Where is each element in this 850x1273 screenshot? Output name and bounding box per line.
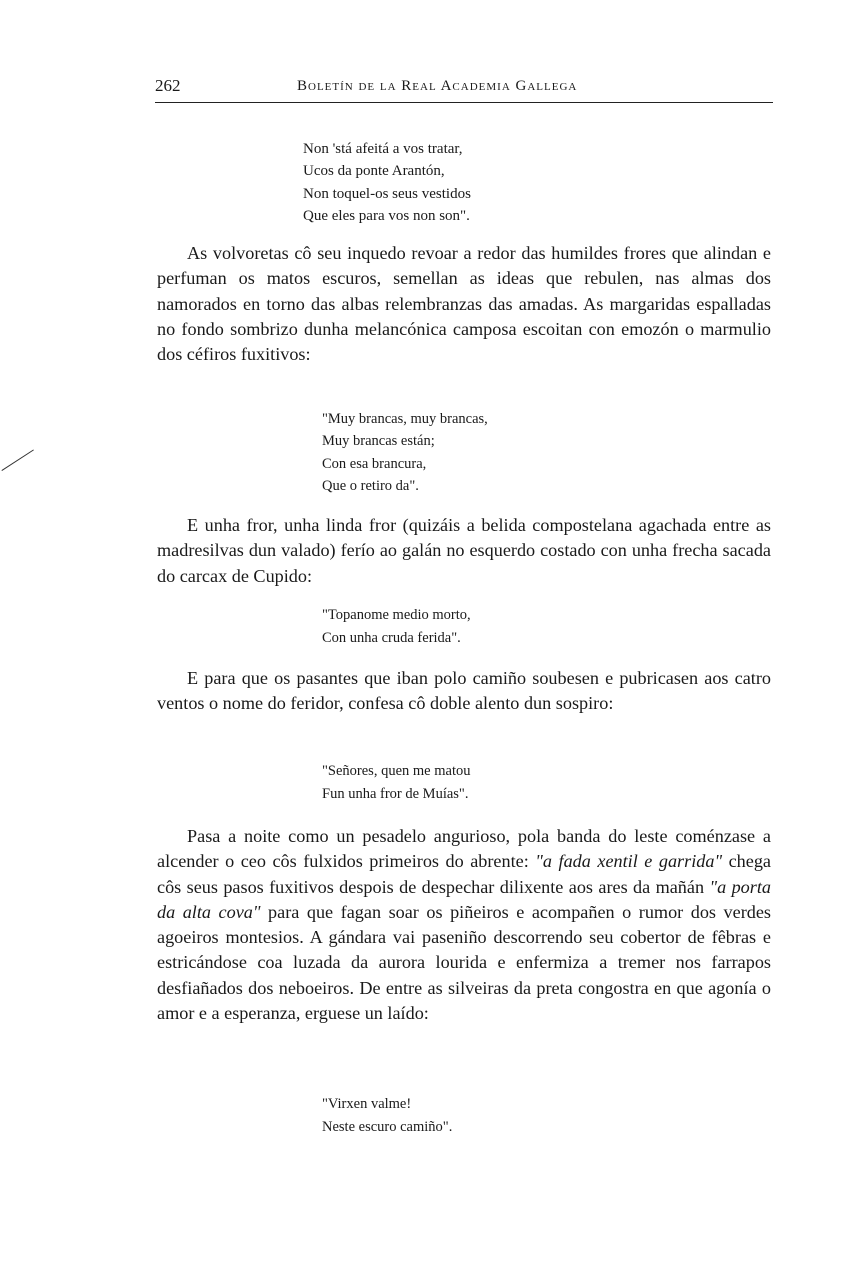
- verse-line: Neste escuro camiño".: [322, 1118, 453, 1135]
- verse-stanza-4: [322, 760, 470, 805]
- paragraph-volvoretas: As volvoretas cô seu inquedo revoar a redor das humildes frores que alindan e perfuman os matos escuros, semellan as ideas que rebulen, nas almas dos namorados en torno das albas relembranzas das amadas. As margaridas espalladas no fondo sombrizo dunha melancónica camposa escoitan con emozón o marmulio dos céfiros fuxitivos:: [157, 243, 771, 365]
- paragraph-noite: [157, 824, 771, 1026]
- verse-line: Non toquel-os seus vestidos: [303, 185, 471, 202]
- verse-line: Fun unha fror de Muías".: [322, 785, 469, 802]
- margin-pen-mark: [1, 449, 34, 471]
- verse-line: Que o retiro da".: [322, 478, 419, 495]
- verse-line: Con esa brancura,: [322, 455, 427, 472]
- verse-stanza-2: [322, 408, 488, 498]
- verse-line: Con unha cruda ferida".: [322, 629, 461, 646]
- verse-stanza-1: [303, 138, 471, 228]
- paragraph-pasantes: E para que os pasantes que iban polo camiño soubesen e pubricasen aos catro ventos o nome do feridor, confesa cô doble alento dun sospiro:: [157, 668, 771, 714]
- verse-line: Non 'stá afeitá a vos tratar,: [303, 141, 463, 157]
- running-head: Boletín de la Real Academia Gallega: [297, 78, 578, 94]
- text-run: chega côs seus pasos fuxitivos despois de despechar dilixente aos ares da mañán: [157, 851, 771, 897]
- verse-line: Que eles para vos non son".: [303, 208, 470, 225]
- verse-stanza-3: [322, 604, 471, 649]
- text-run: Pasa a noite como un pesadelo angurioso, pola banda do leste coménzase a alcender o ceo côs fulxidos primeiros do abrente:: [157, 826, 771, 872]
- verse-line: "Muy brancas, muy brancas,: [322, 411, 488, 427]
- verse-line: Muy brancas están;: [322, 433, 435, 450]
- paragraph-fror: E unha fror, unha linda fror (quizáis a belida compostelana agachada entre as madresilvas dun valado) ferío ao galán no esquerdo costado con unha frecha sacada do carcax de Cupido:: [157, 515, 771, 586]
- page-number: 262: [155, 76, 181, 95]
- verse-stanza-5: [322, 1093, 452, 1138]
- verse-line: "Topanome medio morto,: [322, 607, 471, 623]
- verse-line: "Virxen valme!: [322, 1096, 412, 1112]
- page-header: [155, 76, 773, 103]
- verse-line: "Señores, quen me matou: [322, 763, 471, 779]
- text-run: para que fagan soar os piñeiros e acompañen o rumor dos verdes agoeiros montesios. A gándara vai paseniño descorrendo seu cobertor de fêbras e estricándose coa luzada da aurora lourida e enfermiza a tremer nos farrapos desfiañados dos neboeiros. De entre as silveiras da preta congostra en que agonía o amor e a esperanza, erguese un laído:: [157, 901, 772, 1024]
- verse-line: Ucos da ponte Arantón,: [303, 163, 445, 180]
- italic-quote: "a fada xentil e garrida": [535, 851, 723, 872]
- italic-quote: "a porta da alta cova": [157, 876, 771, 922]
